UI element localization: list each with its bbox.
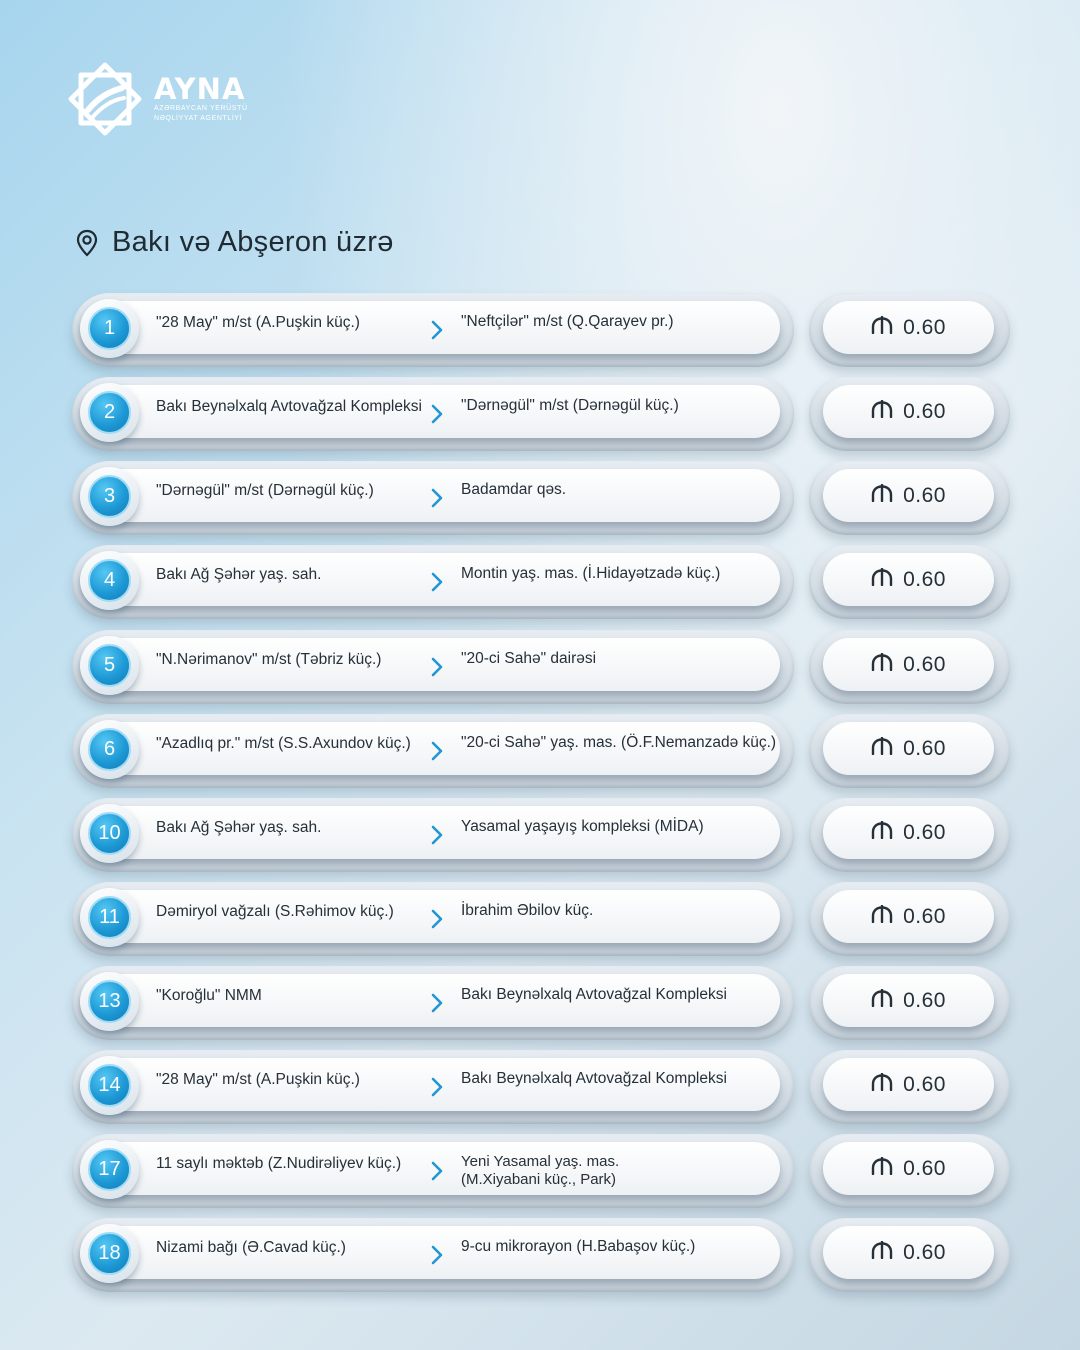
fare-price: 0.60 — [903, 399, 946, 423]
fare-pill-inner — [823, 1142, 994, 1195]
route-pill — [72, 1134, 794, 1208]
fare-price: 0.60 — [903, 1240, 946, 1264]
manat-icon — [871, 905, 903, 928]
fare-pill-inner — [823, 806, 994, 859]
route-number-badge — [80, 299, 139, 358]
route-to-line1: "20-ci Sahə" dairəsi — [461, 650, 597, 667]
fare-pill-inner — [823, 1058, 994, 1111]
route-from: "N.Nərimanov" m/st (Təbriz küç.) — [156, 651, 382, 668]
route-number-badge — [80, 383, 139, 442]
route-row — [72, 882, 1012, 956]
fare-price: 0.60 — [903, 567, 946, 591]
route-from: "Koroğlu" NMM — [156, 987, 262, 1004]
route-number: 17 — [88, 1148, 131, 1191]
location-pin-icon — [72, 228, 102, 258]
fare-pill — [809, 1134, 1010, 1208]
fare-pill-inner — [823, 385, 994, 438]
route-to — [461, 818, 704, 836]
chevron-right-icon — [430, 1245, 444, 1265]
page-title: Bakı və Abşeron üzrə — [112, 226, 394, 258]
fare-price: 0.60 — [903, 736, 946, 760]
route-to — [461, 565, 720, 583]
route-pill — [72, 1218, 794, 1292]
fare-pill — [809, 714, 1010, 788]
route-number: 3 — [88, 475, 131, 518]
chevron-right-icon — [430, 488, 444, 508]
route-to — [461, 313, 674, 331]
brand-logo — [64, 58, 248, 140]
route-pill — [72, 714, 794, 788]
manat-icon — [871, 1241, 903, 1264]
fare-price: 0.60 — [903, 483, 946, 507]
section-heading — [72, 226, 394, 259]
fare-pill-inner — [823, 890, 994, 943]
manat-icon — [871, 1073, 903, 1096]
chevron-right-icon — [430, 404, 444, 424]
route-number: 11 — [88, 896, 131, 939]
route-from: Dəmiryol vağzalı (S.Rəhimov küç.) — [156, 903, 394, 920]
route-to-line1: "Neftçilər" m/st (Q.Qarayev pr.) — [461, 313, 674, 330]
fare-pill — [809, 545, 1010, 619]
route-to — [461, 481, 566, 499]
fare-price: 0.60 — [903, 820, 946, 844]
route-pill — [72, 461, 794, 535]
route-to-line1: İbrahim Əbilov küç. — [461, 902, 594, 919]
fare-pill-inner — [823, 301, 994, 354]
fare-price: 0.60 — [903, 652, 946, 676]
manat-icon — [871, 989, 903, 1012]
route-from: Nizami bağı (Ə.Cavad küç.) — [156, 1239, 346, 1256]
route-to-line1: Bakı Beynəlxalq Avtovağzal Kompleksi — [461, 1070, 727, 1087]
route-to-line1: Montin yaş. mas. (İ.Hidayətzadə küç.) — [461, 565, 721, 582]
ayna-logo-icon — [64, 58, 146, 140]
route-to-line1: 9-cu mikrorayon (H.Babaşov küç.) — [461, 1238, 696, 1255]
route-row — [72, 798, 1012, 872]
route-row — [72, 630, 1012, 704]
route-to — [461, 1238, 695, 1256]
route-pill — [72, 798, 794, 872]
fare-pill — [809, 293, 1010, 367]
route-pill — [72, 882, 794, 956]
manat-icon — [871, 821, 903, 844]
manat-icon — [871, 568, 903, 591]
route-to — [461, 1153, 619, 1189]
route-to — [461, 986, 727, 1004]
fare-pill — [809, 966, 1010, 1040]
chevron-right-icon — [430, 320, 444, 340]
route-number: 1 — [88, 307, 131, 350]
route-from: Bakı Ağ Şəhər yaş. sah. — [156, 566, 322, 583]
fare-pill-inner — [823, 974, 994, 1027]
manat-icon — [871, 653, 903, 676]
fare-pill — [809, 882, 1010, 956]
route-number-badge — [80, 804, 139, 863]
fare-pill-inner — [823, 553, 994, 606]
route-number: 18 — [88, 1232, 131, 1275]
route-from: "28 May" m/st (A.Puşkin küç.) — [156, 1071, 360, 1088]
route-to — [461, 1070, 727, 1088]
chevron-right-icon — [430, 909, 444, 929]
route-to-line1: Yeni Yasamal yaş. mas. — [461, 1153, 620, 1170]
route-row — [72, 461, 1012, 535]
route-to-line1: "20-ci Sahə" yaş. mas. (Ö.F.Nemanzadə küç.) — [461, 734, 777, 751]
route-to — [461, 397, 679, 415]
fare-pill — [809, 630, 1010, 704]
chevron-right-icon — [430, 1161, 444, 1181]
route-number-badge — [80, 1140, 139, 1199]
brand-name: AYNA — [154, 72, 246, 106]
route-row — [72, 1134, 1012, 1208]
route-number-badge — [80, 720, 139, 779]
manat-icon — [871, 400, 903, 423]
route-to — [461, 734, 776, 752]
chevron-right-icon — [430, 741, 444, 761]
route-number-badge — [80, 1056, 139, 1115]
chevron-right-icon — [430, 572, 444, 592]
chevron-right-icon — [430, 657, 444, 677]
route-row — [72, 293, 1012, 367]
route-number-badge — [80, 1224, 139, 1283]
fare-pill — [809, 377, 1010, 451]
route-number-badge — [80, 636, 139, 695]
route-row — [72, 377, 1012, 451]
fare-pill-inner — [823, 469, 994, 522]
route-from: Bakı Beynəlxalq Avtovağzal Kompleksi — [156, 398, 422, 415]
brand-subtitle-line1: AZƏRBAYCAN YERÜSTÜ — [154, 105, 248, 112]
route-row — [72, 714, 1012, 788]
fare-pill — [809, 1050, 1010, 1124]
route-number-badge — [80, 972, 139, 1031]
fare-pill-inner — [823, 1226, 994, 1279]
route-pill — [72, 1050, 794, 1124]
route-to — [461, 650, 596, 668]
route-from: "Dərnəgül" m/st (Dərnəgül küç.) — [156, 482, 374, 499]
route-number-badge — [80, 467, 139, 526]
route-number: 6 — [88, 728, 131, 771]
manat-icon — [871, 737, 903, 760]
fare-pill-inner — [823, 722, 994, 775]
manat-icon — [871, 484, 903, 507]
manat-icon — [871, 316, 903, 339]
route-pill — [72, 545, 794, 619]
route-number: 4 — [88, 559, 131, 602]
route-row — [72, 1218, 1012, 1292]
route-number-badge — [80, 888, 139, 947]
route-to-line1: Bakı Beynəlxalq Avtovağzal Kompleksi — [461, 986, 727, 1003]
chevron-right-icon — [430, 825, 444, 845]
fare-price: 0.60 — [903, 904, 946, 928]
fare-price: 0.60 — [903, 1072, 946, 1096]
route-pill — [72, 630, 794, 704]
route-from: "Azadlıq pr." m/st (S.S.Axundov küç.) — [156, 735, 411, 752]
fare-price: 0.60 — [903, 1156, 946, 1180]
route-number: 5 — [88, 644, 131, 687]
fare-pill-inner — [823, 638, 994, 691]
manat-icon — [871, 1157, 903, 1180]
route-to-line1: "Dərnəgül" m/st (Dərnəgül küç.) — [461, 397, 679, 414]
route-row — [72, 966, 1012, 1040]
route-from: 11 saylı məktəb (Z.Nudirəliyev küç.) — [156, 1155, 402, 1172]
fare-pill — [809, 461, 1010, 535]
route-row — [72, 545, 1012, 619]
brand-subtitle-line2: NƏQLİYYAT AGENTLİYİ — [154, 115, 243, 122]
route-number: 2 — [88, 391, 131, 434]
route-number: 14 — [88, 1064, 131, 1107]
fare-pill — [809, 798, 1010, 872]
route-to-line1: Badamdar qəs. — [461, 481, 567, 498]
route-number: 10 — [88, 812, 131, 855]
route-number: 13 — [88, 980, 131, 1023]
route-row — [72, 1050, 1012, 1124]
chevron-right-icon — [430, 1077, 444, 1097]
route-number-badge — [80, 551, 139, 610]
route-pill — [72, 377, 794, 451]
route-to — [461, 902, 593, 920]
fare-price: 0.60 — [903, 315, 946, 339]
route-pill — [72, 293, 794, 367]
route-pill — [72, 966, 794, 1040]
route-from: Bakı Ağ Şəhər yaş. sah. — [156, 819, 322, 836]
fare-price: 0.60 — [903, 988, 946, 1012]
fare-pill — [809, 1218, 1010, 1292]
route-to-line1: Yasamal yaşayış kompleksi (MİDA) — [461, 818, 704, 835]
route-to-line2: (M.Xiyabani küç., Park) — [461, 1171, 617, 1188]
route-from: "28 May" m/st (A.Puşkin küç.) — [156, 314, 360, 331]
chevron-right-icon — [430, 993, 444, 1013]
